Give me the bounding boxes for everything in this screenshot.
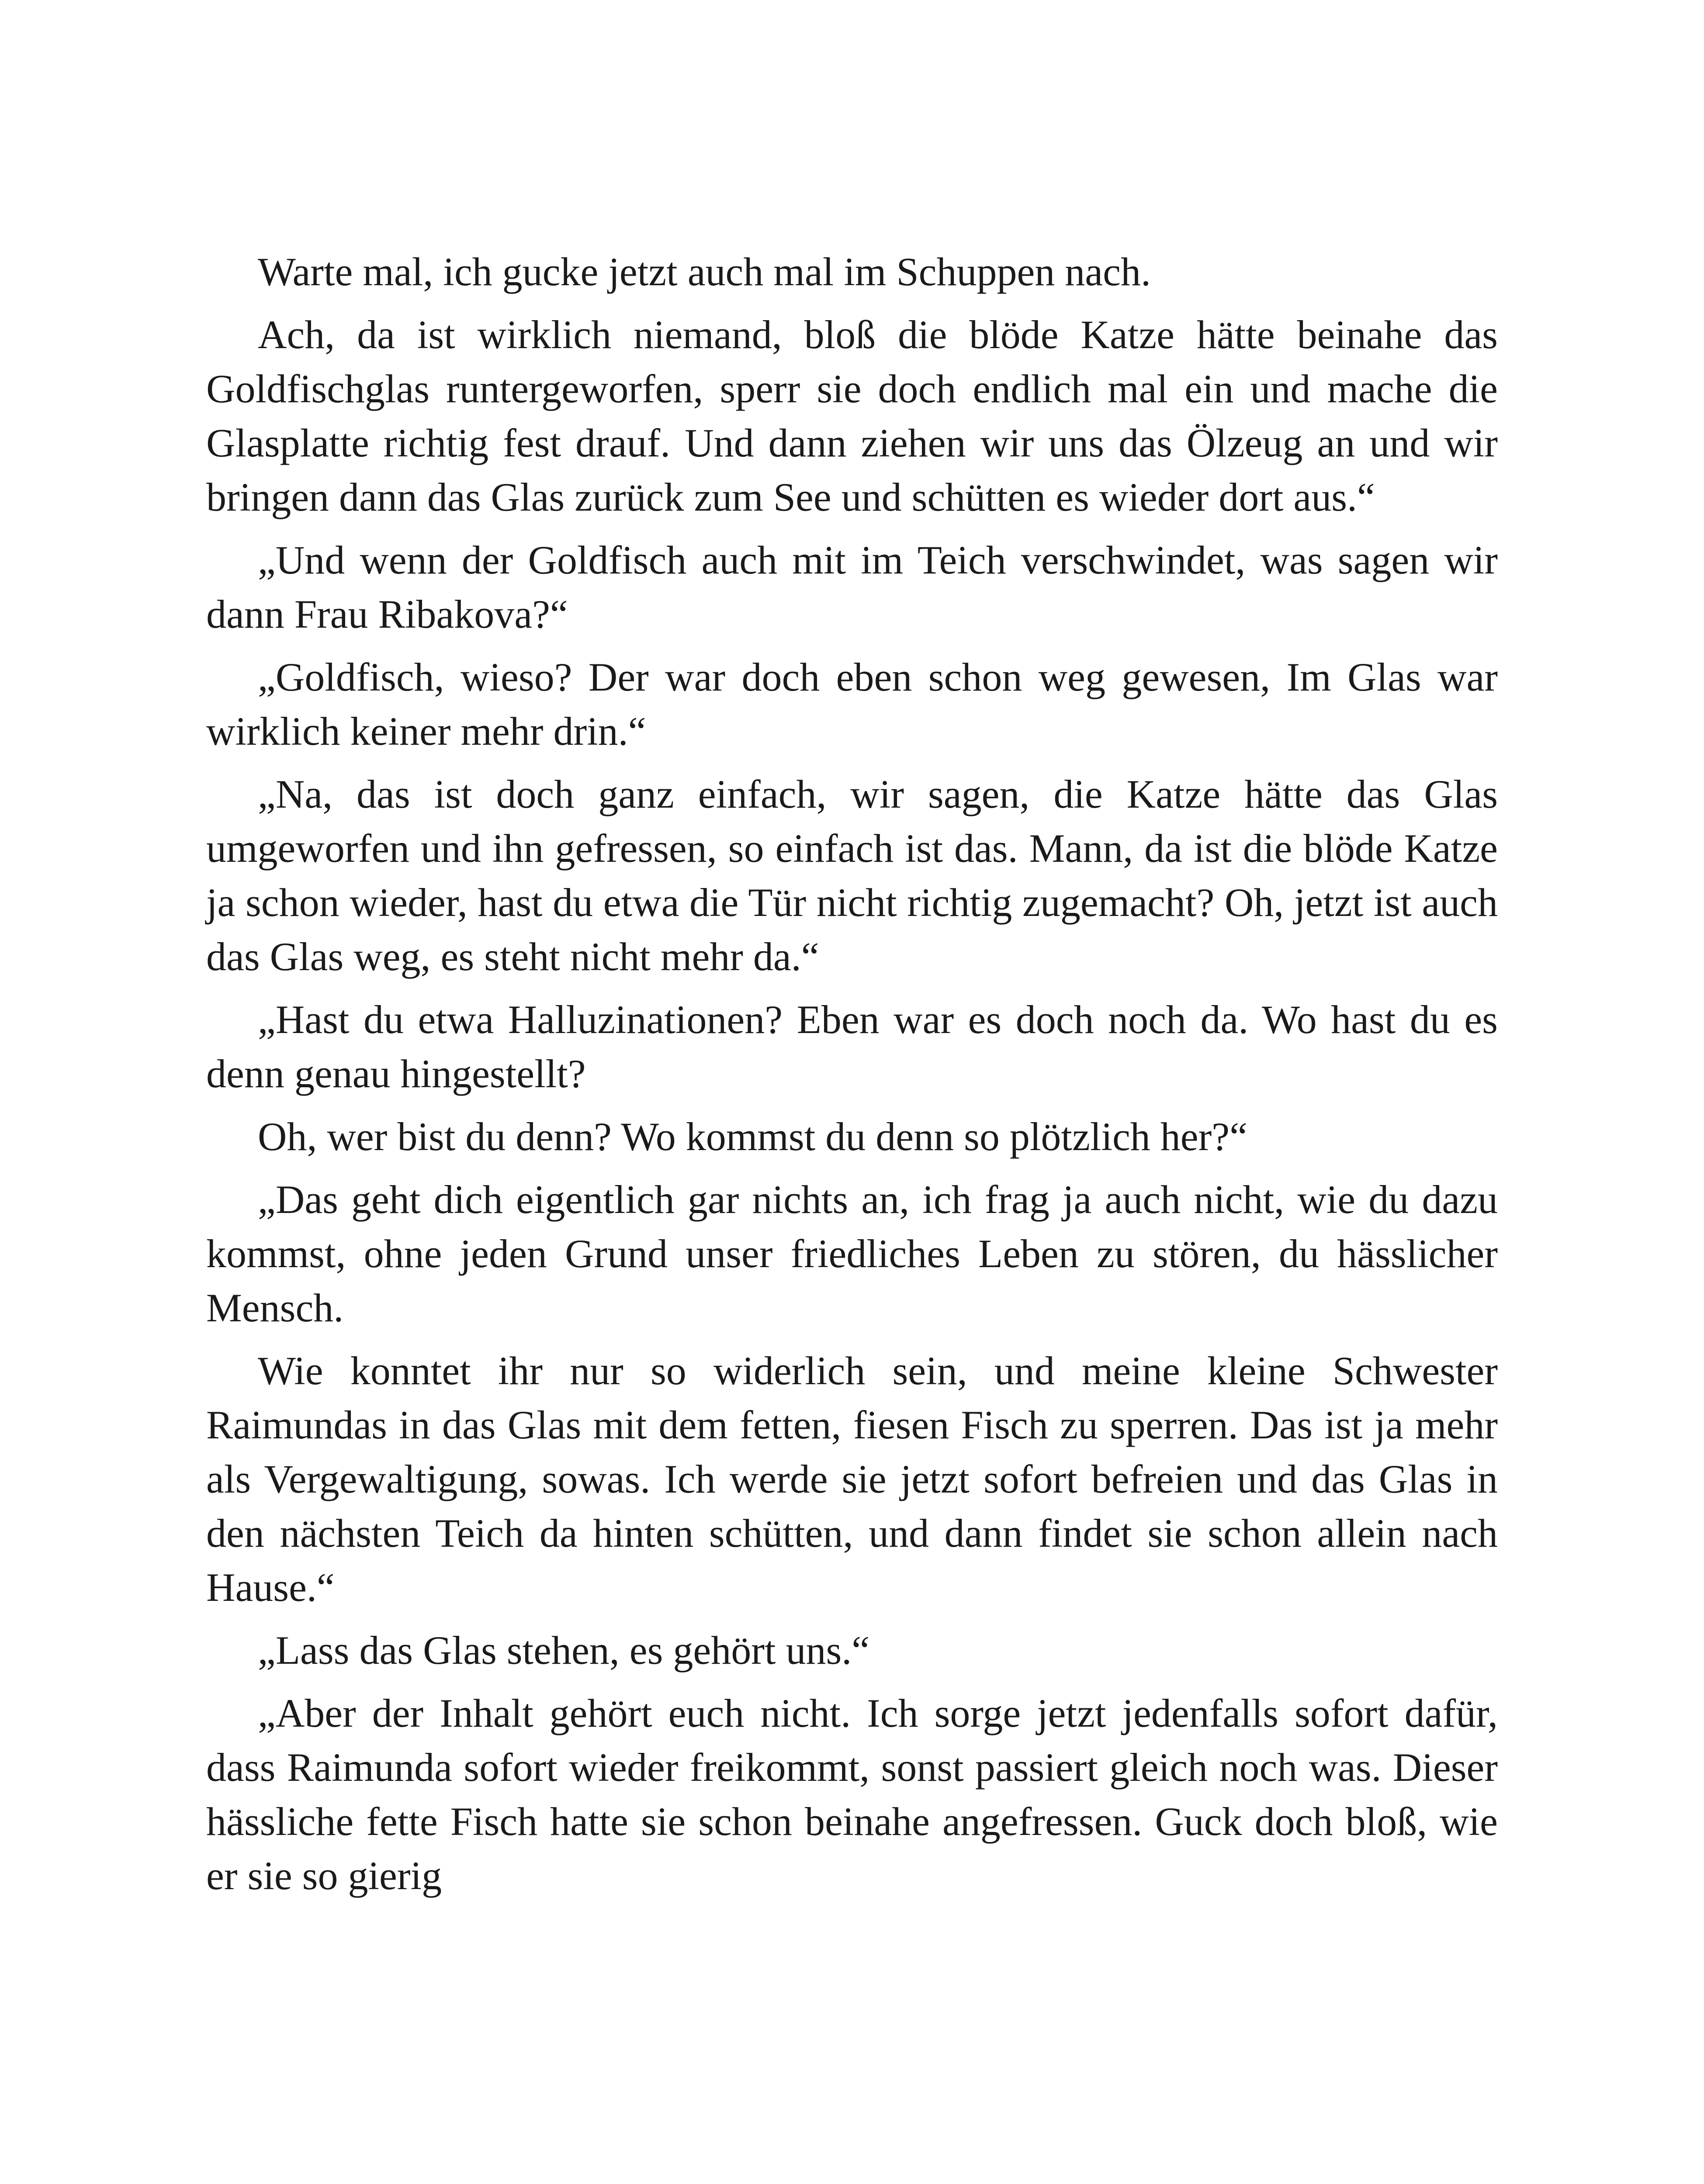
paragraph-4: „Goldfisch, wieso? Der war doch eben schon weg gewesen, Im Glas war wirklich keiner mehr drin.“ bbox=[206, 655, 1498, 753]
paragraph-1: Warte mal, ich gucke jetzt auch mal im Schuppen nach. bbox=[258, 249, 1151, 294]
paragraph-7: Oh, wer bist du denn? Wo kommst du denn so plötzlich her?“ bbox=[258, 1114, 1247, 1159]
paragraph-6: „Hast du etwa Halluzinationen? Eben war es doch noch da. Wo hast du es denn genau hingestellt? bbox=[206, 997, 1498, 1096]
paragraph-5: „Na, das ist doch ganz einfach, wir sagen, die Katze hätte das Glas umgeworfen und ihn gefressen, so einfach ist das. Mann, da ist die blöde Katze ja schon wieder, hast du etwa die Tür nicht richtig zugemacht? Oh, jetzt ist auch das Glas weg, es steht nicht mehr da.“ bbox=[206, 772, 1498, 979]
body-text bbox=[206, 245, 1498, 1911]
paragraph-10: „Lass das Glas stehen, es gehört uns.“ bbox=[258, 1628, 870, 1673]
paragraph-11: „Aber der Inhalt gehört euch nicht. Ich sorge jetzt jedenfalls sofort dafür, dass Raimunda sofort wieder freikommt, sonst passiert gleich noch was. Dieser hässliche fette Fisch hatte sie schon beinahe angefressen. Guck doch bloß, wie er sie so gierig bbox=[206, 1691, 1498, 1898]
paragraph-8: „Das geht dich eigentlich gar nichts an, ich frag ja auch nicht, wie du dazu kommst, ohne jeden Grund unser friedliches Leben zu stören, du hässlicher Mensch. bbox=[206, 1177, 1498, 1330]
paragraph-2: Ach, da ist wirklich niemand, bloß die blöde Katze hätte beinahe das Goldfischglas runtergeworfen, sperr sie doch endlich mal ein und mache die Glasplatte richtig fest drauf. Und dann ziehen wir uns das Ölzeug an und wir bringen dann das Glas zurück zum See und schütten es wieder dort aus.“ bbox=[206, 312, 1498, 519]
paragraph-9: Wie konntet ihr nur so widerlich sein, und meine kleine Schwester Raimundas in das Glas mit dem fetten, fiesen Fisch zu sperren. Das ist ja mehr als Vergewaltigung, sowas. Ich werde sie jetzt sofort befreien und das Glas in den nächsten Teich da hinten schütten, und dann findet sie schon allein nach Hause.“ bbox=[206, 1348, 1498, 1610]
paragraph-3: „Und wenn der Goldfisch auch mit im Teich verschwindet, was sagen wir dann Frau Ribakova?“ bbox=[206, 538, 1498, 636]
